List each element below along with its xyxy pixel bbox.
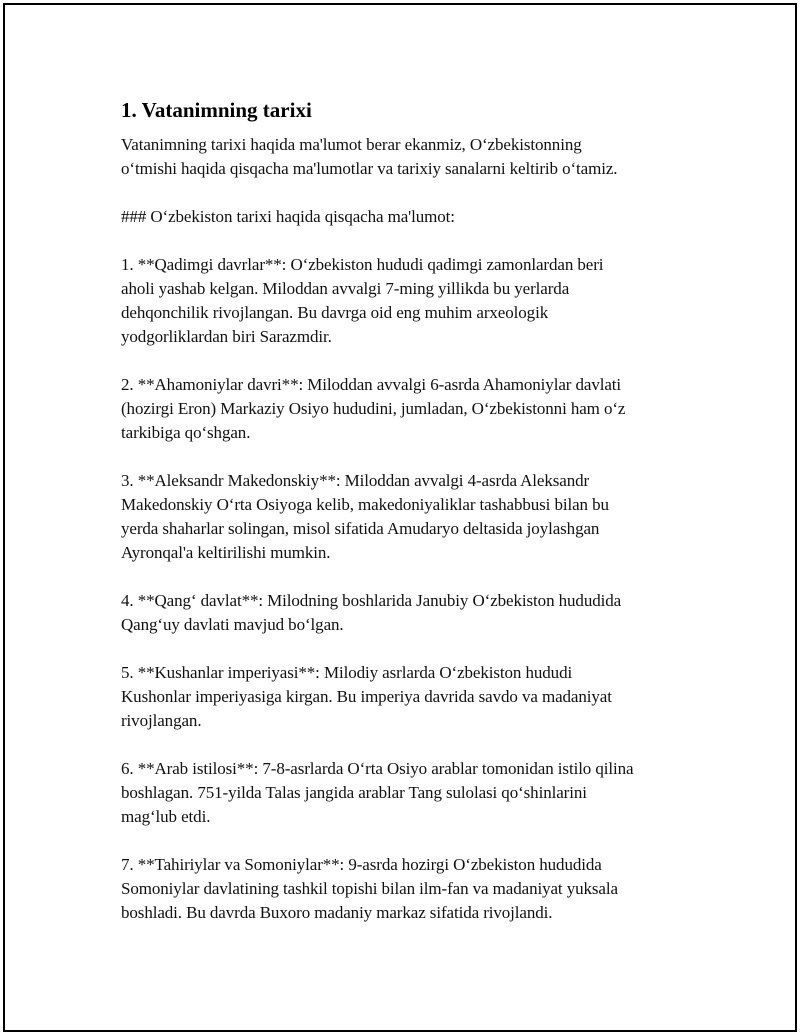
list-item-arab-istilosi: 6. **Arab istilosi**: 7-8-asrlarda O‘rta Osiyo arablar tomonidan istilo qilina boshlagan. 751-yilda Talas jangida arablar Tang sulolasi qo‘shinlarini mag‘lub etdi. <box>121 759 634 826</box>
subheading-paragraph: ### O‘zbekiston tarixi haqida qisqacha ma'lumot: <box>121 207 455 226</box>
list-item-somoniylar: 7. **Tahiriylar va Somoniylar**: 9-asrda hozirgi O‘zbekiston hududida Somoniylar davlatining tashkil topishi bilan ilm-fan va madaniyat yuksala boshladi. Bu davrda Buxoro madaniy markaz sifatida rivojlandi. <box>121 855 618 922</box>
section-heading: 1. Vatanimning tarixi <box>121 98 312 122</box>
list-item-kushanlar: 5. **Kushanlar imperiyasi**: Milodiy asrlarda O‘zbekiston hududi Kushonlar imperiyasiga kirgan. Bu imperiya davrida savdo va madaniyat rivojlangan. <box>121 663 612 730</box>
list-item-aleksandr: 3. **Aleksandr Makedonskiy**: Miloddan avvalgi 4-asrda Aleksandr Makedonskiy O‘rta Osiyoga kelib, makedoniyaliklar tashabbusi bilan bu yerda shaharlar solingan, misol sifatida Amudaryo deltasida joylashgan Ayronqal'a keltirilishi mumkin. <box>121 471 609 562</box>
document-body <box>121 97 701 949</box>
list-item-ahamoniylar: 2. **Ahamoniylar davri**: Miloddan avvalgi 6-asrda Ahamoniylar davlati (hozirgi Eron) Markaziy Osiyo hududini, jumladan, O‘zbekistonni ham o‘z tarkibiga qo‘shgan. <box>121 375 626 442</box>
list-item-qadimgi-davrlar: 1. **Qadimgi davrlar**: O‘zbekiston hududi qadimgi zamonlardan beri aholi yashab kelgan. Miloddan avvalgi 7-ming yillikda bu yerlarda dehqonchilik rivojlangan. Bu davrga oid eng muhim arxeologik yodgorliklardan biri Sarazmdir. <box>121 255 604 346</box>
list-item-qang: 4. **Qang‘ davlat**: Milodning boshlarida Janubiy O‘zbekiston hududida Qang‘uy davlati mavjud bo‘lgan. <box>121 591 622 634</box>
intro-paragraph: Vatanimning tarixi haqida ma'lumot berar ekanmiz, O‘zbekistonning o‘tmishi haqida qisqacha ma'lumotlar va tarixiy sanalarni keltirib o‘tamiz. <box>121 135 618 178</box>
page-frame <box>3 3 797 1032</box>
